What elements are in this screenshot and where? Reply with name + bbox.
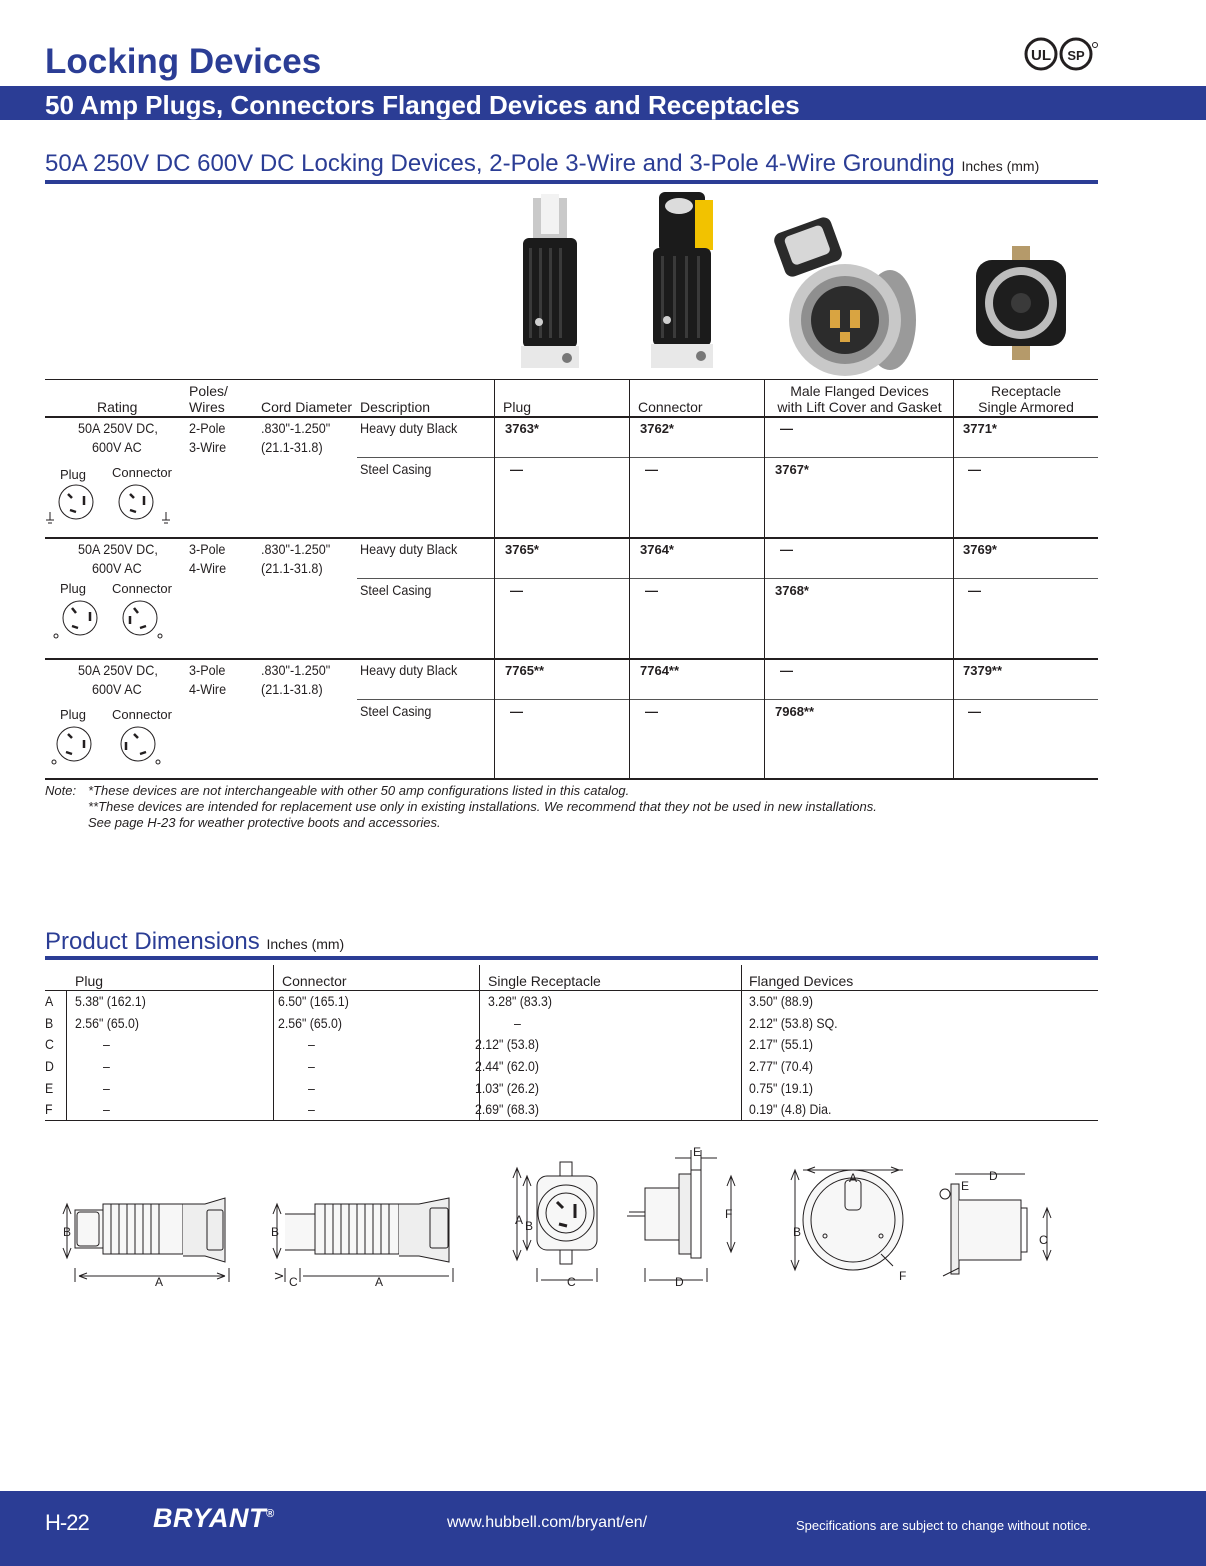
cord-line-1: .830"-1.250" [261,541,331,557]
drawing-label-a: A [155,1275,164,1289]
dimensions-title [45,928,344,956]
description-cell: Steel Casing [360,582,432,598]
dim-flanged-value: 2.17" (55.1) [749,1036,813,1052]
catalog-number-connector: 7764** [640,663,680,678]
dim-single-value: 2.12" (53.8) [475,1036,539,1052]
drawing-label-f: F [725,1207,733,1221]
flanged-device-photo [770,190,920,380]
col-divider [629,380,630,779]
plug-drawing [63,1198,229,1282]
flanged-front-drawing [791,1167,903,1270]
dim-header-flanged: Flanged Devices [749,973,854,989]
ul-mark-icon [1026,39,1056,69]
dim-plug-value: – [103,1080,110,1096]
description-cell: Heavy duty Black [360,662,458,678]
drawing-label-f: F [899,1269,907,1283]
col-header-flanged-1: Male Flanged Devices [790,383,929,399]
catalog-number-plug: 3763* [505,421,539,436]
col-header-receptacle-1: Receptacle [990,383,1062,399]
dim-flanged-value: 0.19" (4.8) Dia. [749,1101,832,1117]
row-divider [357,578,1098,579]
catalog-number-plug: 7765** [505,663,545,678]
cord-line-2: (21.1-31.8) [261,681,323,697]
catalog-number-receptacle: 7379** [963,663,1003,678]
connector-config-label: Connector [112,707,172,722]
col-header-flanged-2: with Lift Cover and Gasket [777,399,942,415]
note-line: *These devices are not interchangeable with other 50 amp configurations listed in this catalog. [88,783,630,798]
col-header-receptacle-2: Single Armored [978,399,1074,415]
dim-flanged-value: 3.50" (88.9) [749,993,813,1009]
col-header-cord: Cord Diameter [261,399,353,415]
row-divider [357,699,1098,700]
col-header-connector: Connector [638,399,703,415]
receptacle-side-drawing [627,1150,735,1282]
drawing-label-a: A [515,1213,524,1227]
col-divider [953,380,954,779]
svg-text:UL: UL [1031,47,1051,64]
dim-header-single-receptacle: Single Receptacle [488,973,601,989]
brand-logo [153,1503,275,1534]
dim-col-divider [273,965,274,1120]
col-divider [764,380,765,779]
col-header-rating: Rating [97,399,138,415]
flanged-side-drawing [940,1174,1051,1276]
dimensions-unit: Inches (mm) [266,936,345,952]
catalog-number-connector: — [645,462,658,477]
rating-line-1: 50A 250V DC, [78,541,158,557]
catalog-number-flanged: — [780,542,793,557]
catalog-number-plug: — [510,704,523,719]
drawing-label-b: B [271,1225,280,1239]
poles-line-2: 3-Wire [189,439,227,455]
plug-config-label: Plug [60,467,87,482]
col-header-plug: Plug [503,399,532,415]
drawing-label-d: D [675,1275,684,1289]
cord-line-1: .830"-1.250" [261,420,331,436]
col-header-poles-2: Wires [189,399,225,415]
dim-header-plug: Plug [75,973,104,989]
dimensions-title-text: Product Dimensions [45,928,260,955]
dim-connector-value: 6.50" (165.1) [278,993,349,1009]
dim-connector-value: 2.56" (65.0) [278,1015,342,1031]
dim-single-value: 1.03" (26.2) [475,1080,539,1096]
catalog-number-plug: — [510,583,523,598]
certification-marks [1024,36,1100,72]
catalog-number-flanged: 3768* [775,583,809,598]
drawing-label-a: A [849,1171,858,1185]
website-link[interactable]: www.hubbell.com/bryant/en/ [447,1514,648,1531]
receptacle-photo [970,190,1070,380]
catalog-number-receptacle: 3771* [963,421,997,436]
wiring-configuration-diagram [46,482,176,526]
drawing-label-b: B [793,1225,802,1239]
catalog-number-receptacle: — [968,462,981,477]
connector-config-label: Connector [112,581,172,596]
section-title-text: 50A 250V DC 600V DC Locking Devices, 2-Pole 3-Wire and 3-Pole 4-Wire Grounding [45,150,955,177]
rating-line-1: 50A 250V DC, [78,662,158,678]
cord-line-1: .830"-1.250" [261,662,331,678]
connector-drawing [273,1198,453,1282]
col-header-description: Description [360,399,431,415]
csa-mark-icon [1061,39,1098,69]
cord-line-2: (21.1-31.8) [261,560,323,576]
section-unit: Inches (mm) [961,158,1040,174]
dim-single-value: 2.44" (62.0) [475,1058,539,1074]
note-line: See page H-23 for weather protective boots and accessories. [88,815,441,830]
rating-line-2: 600V AC [92,560,142,576]
dimension-drawings [55,1140,1065,1290]
catalog-number-connector: 3762* [640,421,674,436]
drawing-label-c: C [567,1275,576,1289]
catalog-number-flanged: — [780,421,793,436]
dim-flanged-value: 0.75" (19.1) [749,1080,813,1096]
section-rule [45,180,1098,184]
connector-config-label: Connector [112,465,172,480]
connector-photo [645,190,720,380]
dim-row-label: B [45,1015,54,1031]
dim-connector-value: – [308,1080,315,1096]
drawing-label-b: B [63,1225,72,1239]
rating-line-2: 600V AC [92,681,142,697]
dim-flanged-value: 2.77" (70.4) [749,1058,813,1074]
dim-connector-value: – [308,1101,315,1117]
dim-header-rule [45,990,1098,991]
catalog-number-flanged: 3767* [775,462,809,477]
dim-bottom-rule [45,1120,1098,1121]
poles-line-1: 3-Pole [189,662,226,678]
dim-plug-value: 2.56" (65.0) [75,1015,139,1031]
plug-config-label: Plug [60,707,87,722]
dim-single-value: 3.28" (83.3) [488,993,552,1009]
group-divider [45,537,1098,539]
dim-row-label: C [45,1036,54,1052]
dim-flanged-value: 2.12" (53.8) SQ. [749,1015,838,1031]
dim-single-value: 2.69" (68.3) [475,1101,539,1117]
dim-single-value: – [514,1015,521,1031]
catalog-number-plug: — [510,462,523,477]
drawing-label-e: E [961,1179,970,1193]
wiring-configuration-diagram [50,724,170,768]
catalog-number-connector: — [645,704,658,719]
svg-text:SP: SP [1067,48,1085,63]
dim-connector-value: – [308,1036,315,1052]
dim-plug-value: 5.38" (162.1) [75,993,146,1009]
note-label: Note: [45,783,77,798]
col-header-poles-1: Poles/ [189,383,228,399]
wiring-configuration-diagram [50,598,170,642]
row-divider [357,457,1098,458]
page-number: H-22 [45,1510,89,1535]
dim-row-label: A [45,993,54,1009]
catalog-number-receptacle: 3769* [963,542,997,557]
dim-plug-value: – [103,1101,110,1117]
dim-plug-value: – [103,1036,110,1052]
description-cell: Steel Casing [360,461,432,477]
plug-photo [515,190,585,380]
drawing-label-e: E [693,1145,702,1159]
dim-row-label: F [45,1101,53,1117]
col-divider [494,380,495,779]
dim-connector-value: – [308,1058,315,1074]
brand-name: BRYANT [153,1503,267,1533]
catalog-number-receptacle: — [968,583,981,598]
catalog-number-connector: — [645,583,658,598]
catalog-number-connector: 3764* [640,542,674,557]
dim-col-divider [741,965,742,1120]
drawing-label-b: B [525,1219,534,1233]
description-cell: Steel Casing [360,703,432,719]
dim-col-divider [66,991,67,1120]
table-top-rule [45,379,1098,380]
plug-config-label: Plug [60,581,87,596]
description-cell: Heavy duty Black [360,541,458,557]
poles-line-2: 4-Wire [189,560,227,576]
table-bottom-rule [45,778,1098,780]
dim-plug-value: – [103,1058,110,1074]
section-rule [45,956,1098,960]
catalog-number-plug: 3765* [505,542,539,557]
rating-line-1: 50A 250V DC, [78,420,158,436]
drawing-label-c: C [289,1275,298,1289]
rating-line-2: 600V AC [92,439,142,455]
poles-line-1: 3-Pole [189,541,226,557]
catalog-number-flanged: 7968** [775,704,815,719]
poles-line-2: 4-Wire [189,681,227,697]
dim-row-label: D [45,1058,54,1074]
header-banner-title: 50 Amp Plugs, Connectors Flanged Devices and Receptacles [45,90,800,120]
drawing-label-c: C [1039,1233,1048,1247]
registered-mark: ® [266,1508,275,1520]
drawing-label-a: A [375,1275,384,1289]
drawing-label-d: D [989,1169,998,1183]
page-title: Locking Devices [45,42,322,81]
cord-line-2: (21.1-31.8) [261,439,323,455]
dim-header-connector: Connector [282,973,347,989]
description-cell: Heavy duty Black [360,420,458,436]
table-header-rule [45,416,1098,418]
note-line: **These devices are intended for replacement use only in existing installations. We recommend that they not be used in new installations. [88,799,877,814]
disclaimer-text: Specifications are subject to change without notice. [796,1518,1091,1533]
catalog-number-receptacle: — [968,704,981,719]
catalog-number-flanged: — [780,663,793,678]
section-title [45,150,1039,178]
group-divider [45,658,1098,660]
poles-line-1: 2-Pole [189,420,226,436]
dim-row-label: E [45,1080,54,1096]
